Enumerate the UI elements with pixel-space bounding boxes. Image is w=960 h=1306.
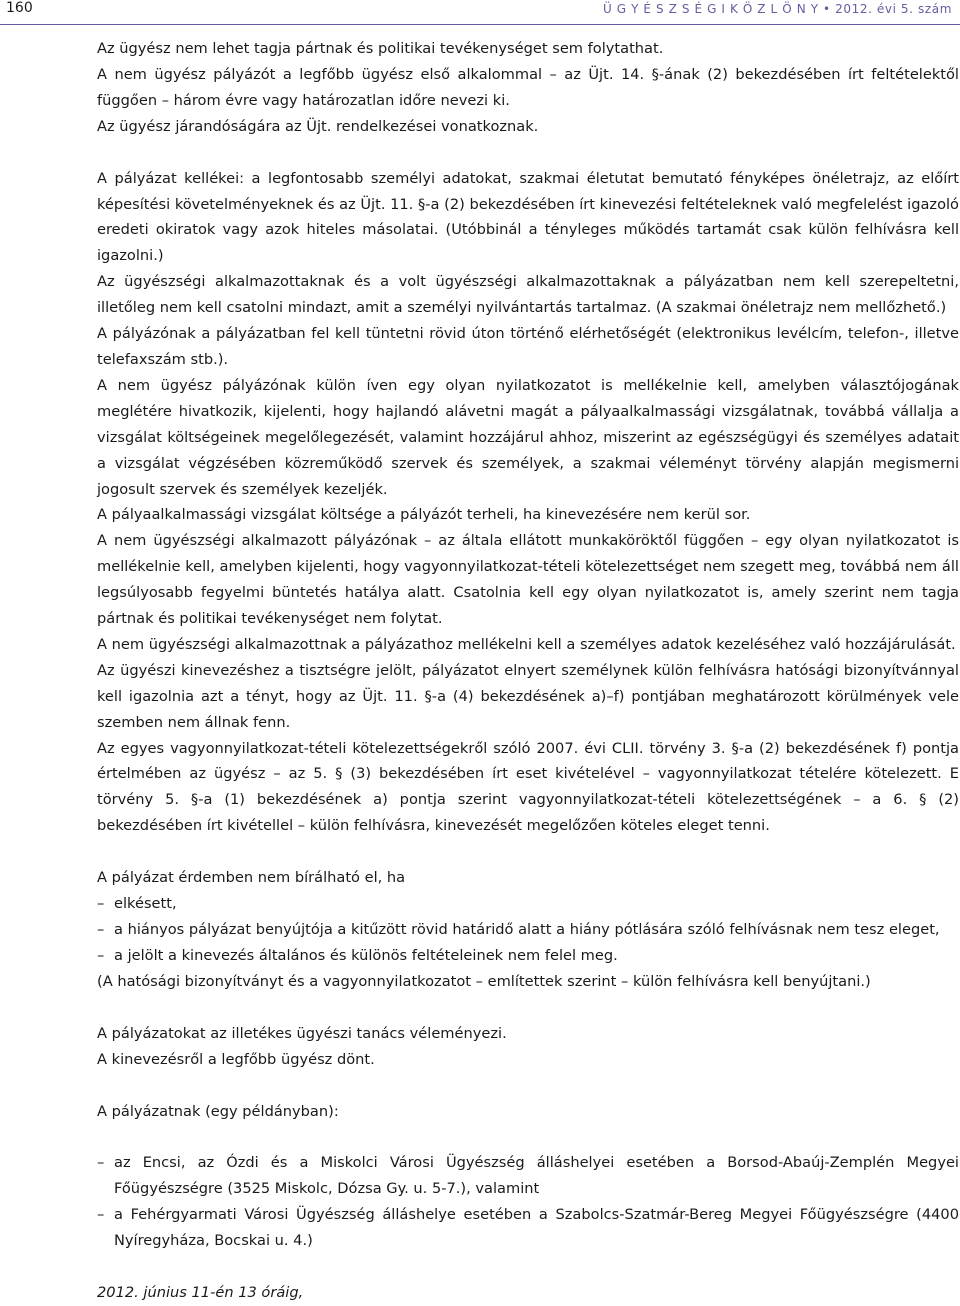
decision-paragraph: A pályázatokat az illetékes ügyészi tanács véleményezi. [97,1024,507,1042]
intro-paragraph: Az ügyész járandóságára az Üjt. rendelkezései vonatkoznak. [97,117,539,135]
requirements-paragraph: A pályázat kellékei: a legfontosabb személyi adatokat, szakmai életutat bemutató fényképes önéletrajz, az előírt képesítési követelményeknek és az Üjt. 11. §-a (2) bekezdésében írt kinevezési feltételeknek való megfelelést igazoló eredeti okiratok vagy azok hiteles másolatai. (Utóbbinál a tényleges működés tartamát csak külön felhívásra kell igazolni.) [97,169,959,265]
rejection-item-text: elkésett, [114,895,177,913]
rejection-item [97,917,959,943]
submission-deadline: 2012. június 11-én 13 óráig, [97,1284,304,1302]
requirements-paragraph: A pályaalkalmassági vizsgálat költsége a pályázót terheli, ha kinevezésére nem kerül sor. [97,506,751,524]
requirements-paragraph: Az ügyészi kinevezéshez a tisztségre jelölt, pályázatot elnyert személynek külön felhívásra hatósági bizonyítvánnyal kell igazolnia azt a tényt, hogy az Üjt. 11. §-a (4) bekezdésének a)–f) pontjában meghatározott körülmények vele szemben nem állnak fenn. [97,661,959,731]
requirements-paragraph: Az egyes vagyonnyilatkozat-tételi kötelezettségekről szóló 2007. évi CLII. törvény 3. §-a (2) bekezdésének f) pontja értelmében az ügyész – az 5. § (3) bekezdésében írt eset kivételével – vagyonnyilatkozat tételére kötelezett. E törvény 5. §-a (1) bekezdésének a) pontja szerint vagyonnyilatkozat-tételi kötelezettségének – a 6. § (2) bekezdésében írt kivétellel – külön felhívásra, kinevezését megelőzően köteles eleget tenni. [97,739,959,835]
dash-bullet: – [97,921,105,938]
rejection-item-text: a hiányos pályázat benyújtója a kitűzött rövid határidő alatt a hiány pótlására szóló felhívásnak nem tesz eleget, [114,921,940,938]
requirements-paragraph: A nem ügyészségi alkalmazott pályázónak – az általa ellátott munkaköröktől függően – egy olyan nyilatkozatot is mellékelnie kell, amelyben kijelenti, hogy vagyonnyilatkozat-tételi kötelezettséget nem szegett meg, továbbá nem áll legsúlyosabb fegyelmi büntetés hatálya alatt. Csatolnia kell egy olyan nyilatkozatot is, amely szerint nem tagja pártnak és politikai tevékenységet nem folytat. [97,532,959,628]
requirements-paragraph: A pályázónak a pályázatban fel kell tüntetni rövid úton történő elérhetőségét (elektronikus levélcím, telefon-, illetve telefaxszám stb.). [97,325,959,368]
page-number: 160 [6,0,33,16]
rejection-item-text: a jelölt a kinevezés általános és különös feltételeinek nem felel meg. [114,946,618,964]
dash-bullet: – [97,1154,105,1172]
journal-title: Ü G Y É S Z S É G I K Ö Z L Ö N Y • 2012. évi 5. szám [602,2,952,16]
submission-item [97,1150,959,1202]
intro-paragraph: A nem ügyész pályázót a legfőbb ügyész első alkalommal – az Üjt. 14. §-ának (2) bekezdésében írt feltételektől függően – három évre vagy határozatlan időre nevezi ki. [97,65,959,109]
dash-bullet: – [97,946,105,964]
submission-item [97,1202,959,1254]
header-rule [0,24,960,25]
rejection-item [97,891,959,917]
intro-paragraph: Az ügyész nem lehet tagja pártnak és politikai tevékenységet sem folytathat. [97,40,664,57]
rejection-lead: A pályázat érdemben nem bírálható el, ha [97,869,406,887]
page-header [0,0,960,26]
submission-item-text: a Fehérgyarmati Városi Ügyészség álláshelye esetében a Szabolcs-Szatmár-Bereg Megyei Főügyészségre (4400 Nyíregyháza, Bocskai u. 4.) [114,1206,959,1250]
rejection-note: (A hatósági bizonyítványt és a vagyonnyilatkozatot – említettek szerint – külön felhívásra kell benyújtani.) [97,972,871,990]
requirements-paragraph: A nem ügyészségi alkalmazottnak a pályázathoz mellékelni kell a személyes adatok kezeléséhez való hozzájárulását. [97,635,956,653]
dash-bullet: – [97,1206,105,1224]
submission-item-text: az Encsi, az Ózdi és a Miskolci Városi Ügyészség álláshelyei esetében a Borsod-Abaúj-Zemplén Megyei Főügyészségre (3525 Miskolc, Dózsa Gy. u. 5-7.), valamint [114,1154,959,1198]
rejection-item [97,943,959,969]
requirements-paragraph: Az ügyészségi alkalmazottaknak és a volt ügyészségi alkalmazottaknak a pályázatban nem kell szerepeltetni, illetőleg nem kell csatolni mindazt, amit a személyi nyilvántartás tartalmaz. (A szakmai önéletrajz nem mellőzhető.) [97,273,959,317]
decision-paragraph: A kinevezésről a legfőbb ügyész dönt. [97,1050,375,1068]
submission-lead: A pályázatnak (egy példányban): [97,1102,339,1120]
document-body [97,36,959,1306]
dash-bullet: – [97,895,105,913]
requirements-paragraph: A nem ügyész pályázónak külön íven egy olyan nyilatkozatot is mellékelnie kell, amelyben választójogának meglétére hivatkozik, kijelenti, hogy hajlandó alávetni magát a pályaalkalmassági vizsgálatnak, továbbá vállalja a vizsgálat költségeinek megelőlegezését, valamint hozzájárul ahhoz, miszerint az egészségügyi és személyes adatait a vizsgálat végzésében közreműködő szervek és személyek, a szakmai véleményt törvény alapján megismerni jogosult szervek és személyek kezeljék. [97,376,959,498]
